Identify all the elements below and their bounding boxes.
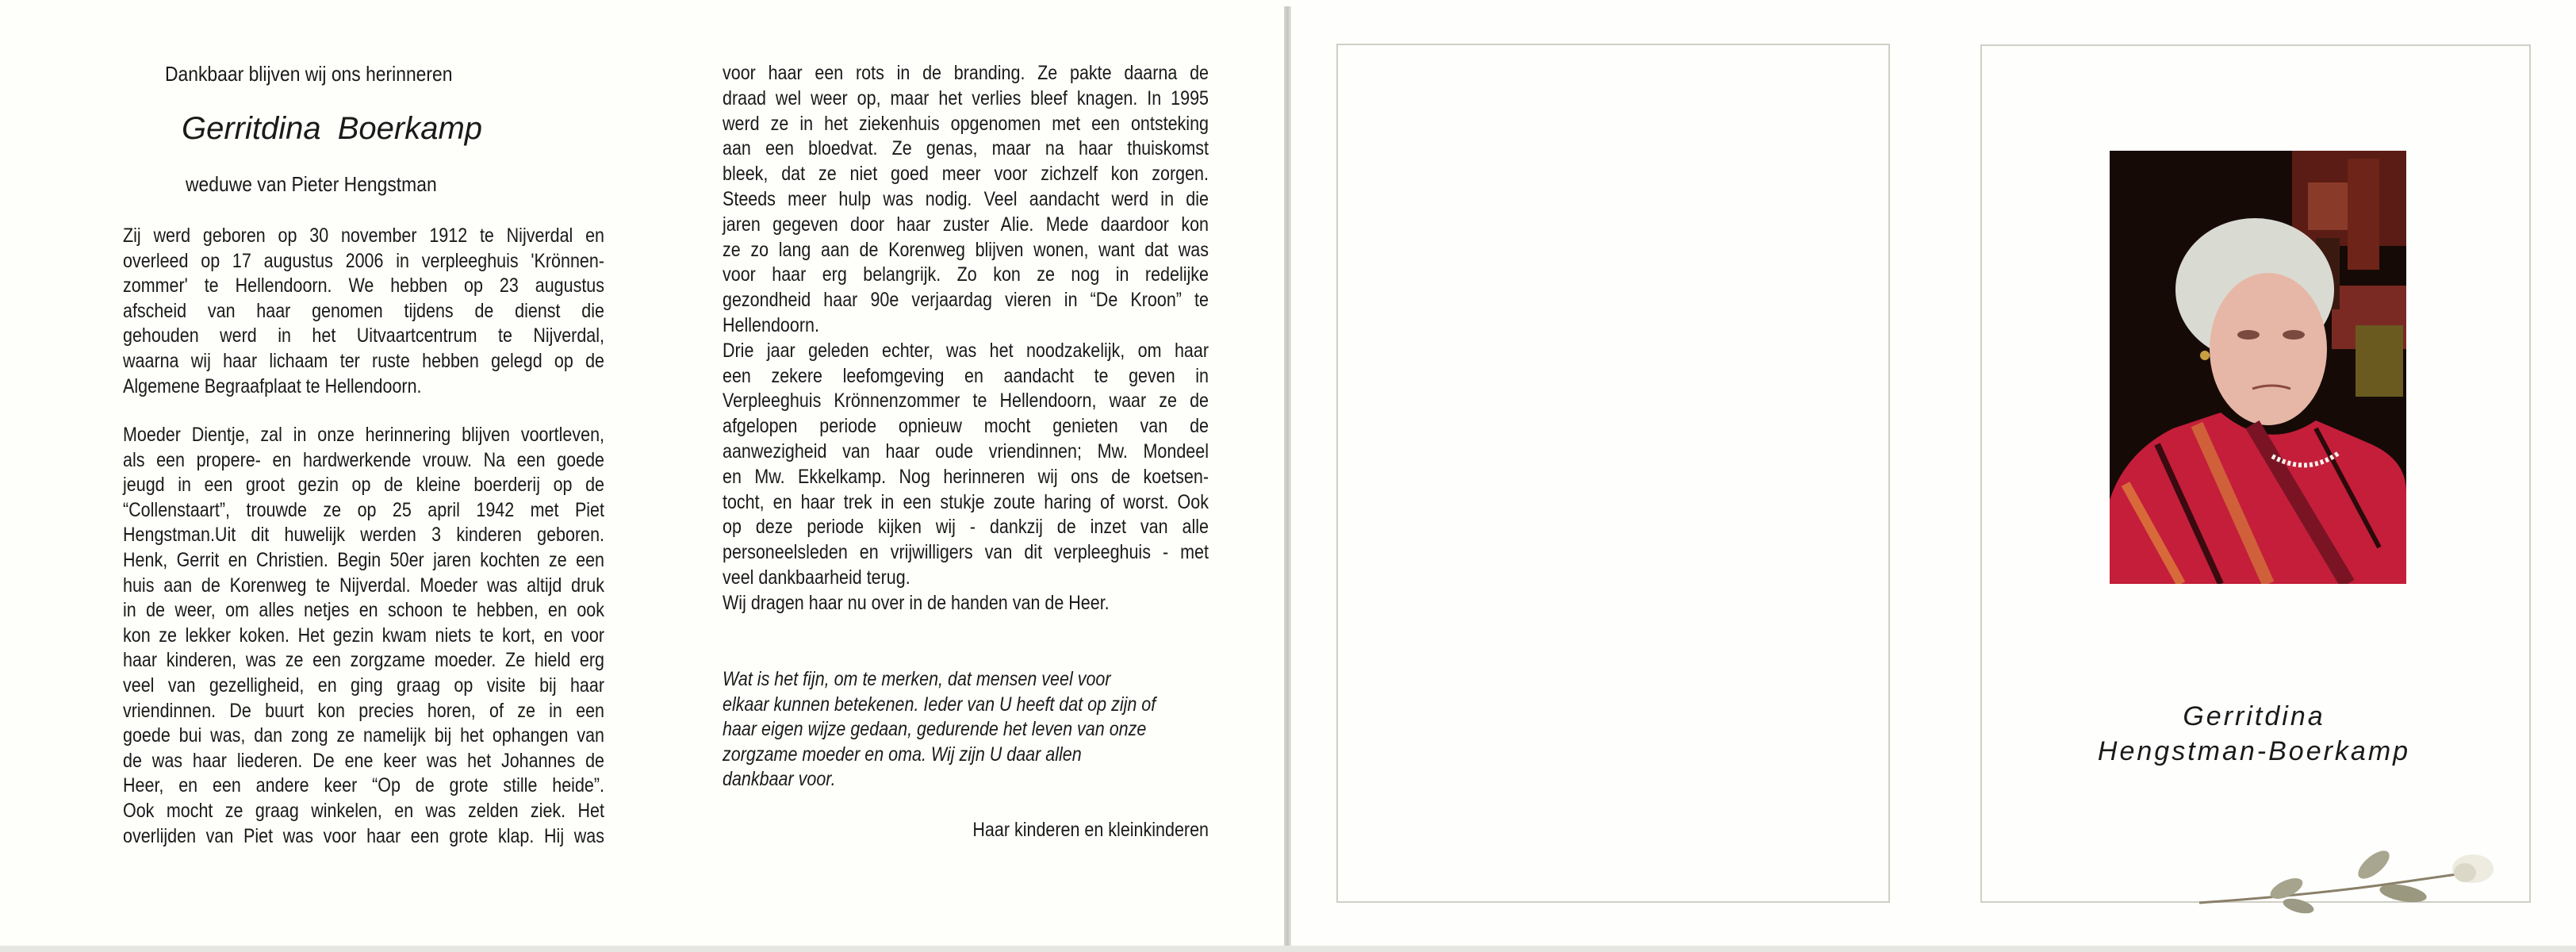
empty-back-panel-frame xyxy=(1336,44,1890,903)
text-line: aan een bloedvat. Ze genas, maar na haar thuiskomst xyxy=(723,137,1209,160)
text-line: zommer' te Hellendoorn. We hebben op 23 augustus xyxy=(123,274,604,298)
text-line: voor haar een rots in de branding. Ze pakte daarna de xyxy=(723,62,1209,84)
scan-bottom-edge xyxy=(0,946,2576,952)
text-line: bleek, dat ze niet goed meer voor zichzelf kon zorgen. xyxy=(723,163,1209,186)
text-line: goede bui was, dan zong ze namelijk bij het ophangen van xyxy=(123,724,604,747)
text-line: zorgzame moeder en oma. Wij zijn U daar allen xyxy=(723,743,1082,766)
widow-of-text: weduwe van Pieter Hengstman xyxy=(186,172,437,196)
text-line: Ook mocht ze graag winkelen, en was zelden ziek. Het xyxy=(123,800,604,822)
text-line: als een propere- en hardwerkende vrouw. Na een goede xyxy=(123,448,604,471)
intro-text: Dankbaar blijven wij ons herinneren xyxy=(165,62,453,86)
text-line: huis aan de Korenweg te Nijverdal. Moeder was altijd druk xyxy=(123,574,604,597)
text-line: Verpleeghuis Krönnenzommer te Hellendoorn, waar ze de xyxy=(723,390,1209,413)
inner-left-page xyxy=(0,0,1283,946)
portrait-photo xyxy=(2110,151,2406,584)
deceased-name: Gerritdina Boerkamp xyxy=(182,111,483,146)
text-line: voor haar erg belangrijk. Zo kon ze nog in redelijke xyxy=(723,263,1209,286)
signature-text: Haar kinderen en kleinkinderen xyxy=(972,819,1209,841)
text-line: op deze periode kijken wij - dankzij de inzet van alle xyxy=(723,516,1209,539)
text-line: veel dankbaarheid terug. xyxy=(723,566,910,589)
text-line: en Mw. Ekkelkamp. Nog herinneren wij ons de koetsen- xyxy=(723,465,1209,488)
text-line: waarna wij haar lichaam ter ruste hebben gelegd op de xyxy=(123,350,604,372)
text-line: Moeder Dientje, zal in onze herinnering blijven voortleven, xyxy=(123,424,604,446)
text-line: elkaar kunnen betekenen. Ieder van U heeft dat op zijn of xyxy=(723,693,1156,716)
text-line: de was haar liederen. De ene keer was het Johannes de xyxy=(123,749,604,772)
card-first-name: Gerritdina xyxy=(2183,701,2325,731)
text-line: vriendinnen. De buurt kon precies horen, of ze in een xyxy=(123,699,604,722)
text-line: overleed op 17 augustus 2006 in verpleeghuis 'Krönnen- xyxy=(123,249,604,272)
text-line: ze zo lang aan de Korenweg blijven wonen, want dat was xyxy=(723,238,1209,261)
text-line: Wat is het fijn, om te merken, dat mensen veel voor xyxy=(723,668,1111,690)
card-full-name: Hengstman-Boerkamp xyxy=(2097,736,2411,766)
card-fold xyxy=(1284,6,1291,946)
text-line: kon ze lekker koken. Het gezin kwam niets te kort, en voor xyxy=(123,624,604,647)
text-line: Steeds meer hulp was nodig. Veel aandacht werd in die xyxy=(723,188,1209,210)
text-line: “Collenstaart”, trouwde ze op 25 april 1942 met Piet xyxy=(123,498,604,521)
text-line: jaren gegeven door haar zuster Alie. Mede daardoor kon xyxy=(723,213,1209,236)
rose-illustration xyxy=(2195,833,2497,920)
text-line: Hellendoorn. xyxy=(723,314,819,336)
text-line: veel van gezelligheid, en ging graag op visite bij haar xyxy=(123,674,604,697)
text-line: een zekere leefomgeving en aandacht te geven in xyxy=(723,364,1209,387)
text-line: dankbaar voor. xyxy=(723,768,836,790)
text-line: Heer, en een andere keer “Op de grote stille heide”. xyxy=(123,774,604,797)
text-line: gezondheid haar 90e verjaardag vieren in “De Kroon” te xyxy=(723,289,1209,312)
text-line: Drie jaar geleden echter, was het noodzakelijk, om haar xyxy=(723,339,1209,362)
text-line: Henk, Gerrit en Christien. Begin 50er jaren kochten ze een xyxy=(123,549,604,571)
text-line: aanwezigheid van haar oude vriendinnen; Mw. Mondeel xyxy=(723,440,1209,463)
text-line: Hengstman.Uit dit huwelijk werden 3 kinderen geboren. xyxy=(123,524,604,547)
text-line: haar kinderen, was ze een zorgzame moeder. Ze hield erg xyxy=(123,649,604,672)
text-line: afgelopen periode opnieuw mocht genieten van de xyxy=(723,415,1209,438)
text-line: Wij dragen haar nu over in de handen van de Heer. xyxy=(723,591,1110,614)
outer-spread xyxy=(1291,0,2576,946)
text-line: Zij werd geboren op 30 november 1912 te Nijverdal en xyxy=(123,225,604,247)
text-line: draad wel weer op, maar het verlies bleef knagen. In 1995 xyxy=(723,86,1209,109)
text-line: personeelsleden en vrijwilligers van dit verpleeghuis - met xyxy=(723,541,1209,564)
text-line: in de weer, om alles netjes en schoon te hebben, en ook xyxy=(123,599,604,622)
text-line: jeugd in een groot gezin op de kleine boerderij op de xyxy=(123,474,604,497)
text-line: tocht, en haar trek in een stukje zoute haring of worst. Ook xyxy=(723,490,1209,513)
text-line: haar eigen wijze gedaan, gedurende het leven van onze xyxy=(723,718,1147,740)
text-line: Algemene Begraafplaat te Hellendoorn. xyxy=(123,374,422,397)
text-line: overlijden van Piet was voor haar een grote klap. Hij was xyxy=(123,824,604,847)
text-line: werd ze in het ziekenhuis opgenomen met een ontsteking xyxy=(723,112,1209,135)
text-line: afscheid van haar genomen tijdens de dienst die xyxy=(123,299,604,322)
text-line: gehouden werd in het Uitvaartcentrum te Nijverdal, xyxy=(123,324,604,347)
